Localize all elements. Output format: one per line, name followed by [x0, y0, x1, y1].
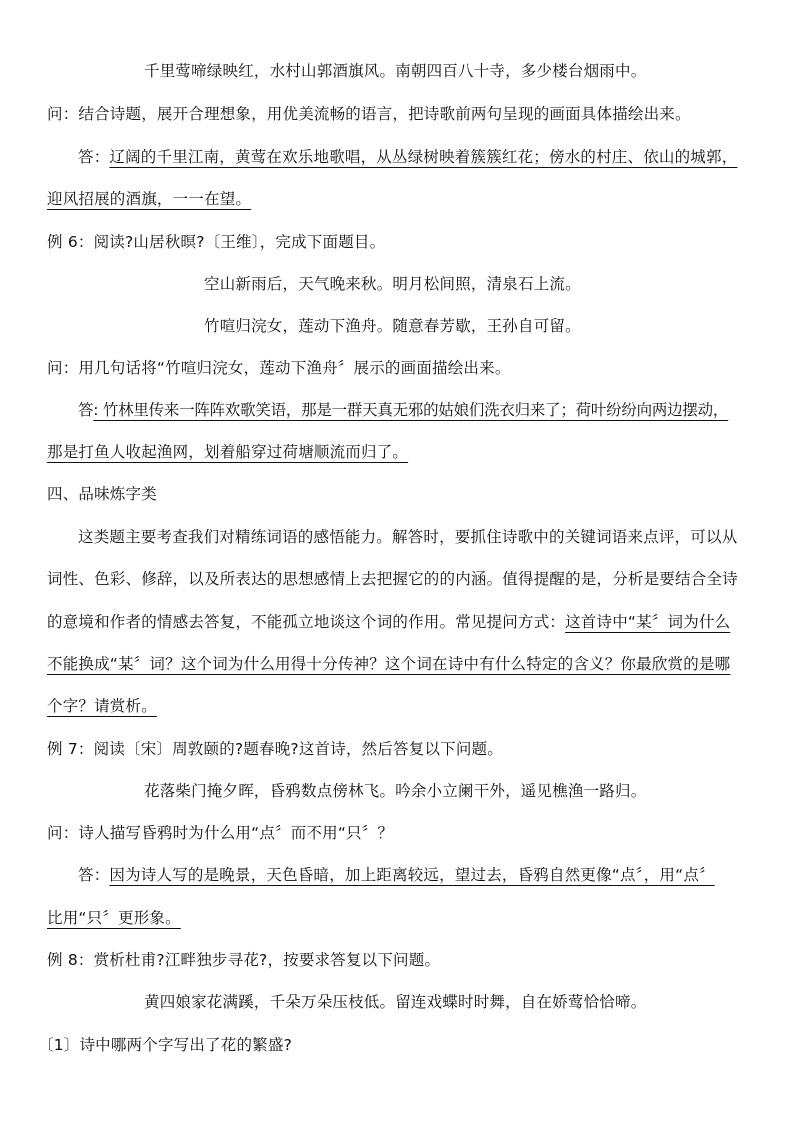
paragraph-line: 词性、色彩、修辞，以及所表达的思想感情上去把握它的的内涵。值得提醒的是，分析是要结合全诗	[47, 570, 738, 588]
answer-text: 因为诗人写的是晚景，天色昏暗，加上距离较远，望过去，昏鸦自然更像“点〞，用“点〞	[109, 866, 715, 884]
question-line: 〔1〕诗中哪两个字写出了花的繁盛?	[38, 1036, 292, 1054]
poem-line-qingming: 千里莺啼绿映红，水村山郭酒旗风。南朝四百八十寺，多少楼台烟雨中。	[144, 62, 647, 80]
answer-continuation: 迎风招展的酒旗，一一在望。	[47, 190, 252, 208]
answer-prefix: 答：	[78, 148, 110, 166]
question-types-text: 这首诗中“某〞词为什么	[565, 613, 731, 631]
paragraph-line: 这类题主要考查我们对精练词语的感悟能力。解答时，要抓住诗歌中的关键词语来点评，可以从	[78, 528, 738, 546]
answer-line	[78, 399, 728, 421]
answer-prefix: 答：	[78, 866, 110, 884]
question-types-line: 不能换成“某〞词？这个词为什么用得十分传神？这个词在诗中有什么特定的含义？你最欣赏的是哪	[47, 655, 731, 673]
answer-line	[78, 864, 715, 886]
answer-continuation: 比用“只〞更形象。	[47, 909, 181, 927]
question-types-line: 个字？请赏析。	[47, 697, 157, 715]
question-line: 问：结合诗题，展开合理想象，用优美流畅的语言，把诗歌前两句呈现的画面具体描绘出来。	[47, 105, 691, 123]
paragraph-line	[47, 611, 730, 633]
example-heading: 例 8：赏析杜甫?江畔独步寻花?，按要求答复以下问题。	[47, 951, 441, 969]
poem-line: 黄四娘家花满蹊，千朵万朵压枝低。留连戏蝶时时舞，自在娇莺恰恰啼。	[144, 993, 647, 1011]
poem-line: 空山新雨后，天气晚来秋。明月松间照，清泉石上流。	[204, 275, 581, 293]
answer-text: : 竹林里传来一阵阵欢歌笑语，那是一群天真无邪的姑娘们洗衣归来了；荷叶纷纷向两边摆动，	[93, 401, 729, 419]
paragraph-text: 的意境和作者的情感去答复，不能孤立地谈这个词的作用。常见提问方式：	[47, 613, 566, 631]
example-heading: 例 6：阅读?山居秋暝?〔王维〕，完成下面题目。	[47, 233, 386, 251]
answer-line	[78, 146, 737, 168]
question-line: 问：用几句话将“竹喧归浣女，莲动下渔舟〞展示的画面描绘出来。	[47, 359, 511, 377]
example-heading: 例 7：阅读〔宋〕周敦颐的?题春晚?这首诗，然后答复以下问题。	[47, 740, 503, 758]
poem-line: 竹喧归浣女，莲动下渔舟。随意春芳歇，王孙自可留。	[204, 317, 581, 335]
answer-prefix: 答	[78, 401, 94, 419]
section-heading: 四、品味炼字类	[47, 485, 157, 503]
question-line: 问：诗人描写昏鸦时为什么用“点〞而不用“只〞？	[47, 824, 394, 842]
answer-text: 辽阔的千里江南，黄莺在欢乐地歌唱，从丛绿树映着簇簇红花；傍水的村庄、依山的城郭，	[109, 148, 738, 166]
poem-line: 花落柴门掩夕晖，昏鸦数点傍林飞。吟余小立阑干外，遥见樵渔一路归。	[144, 782, 647, 800]
answer-continuation: 那是打鱼人收起渔网，划着船穿过荷塘顺流而归了。	[47, 443, 409, 461]
